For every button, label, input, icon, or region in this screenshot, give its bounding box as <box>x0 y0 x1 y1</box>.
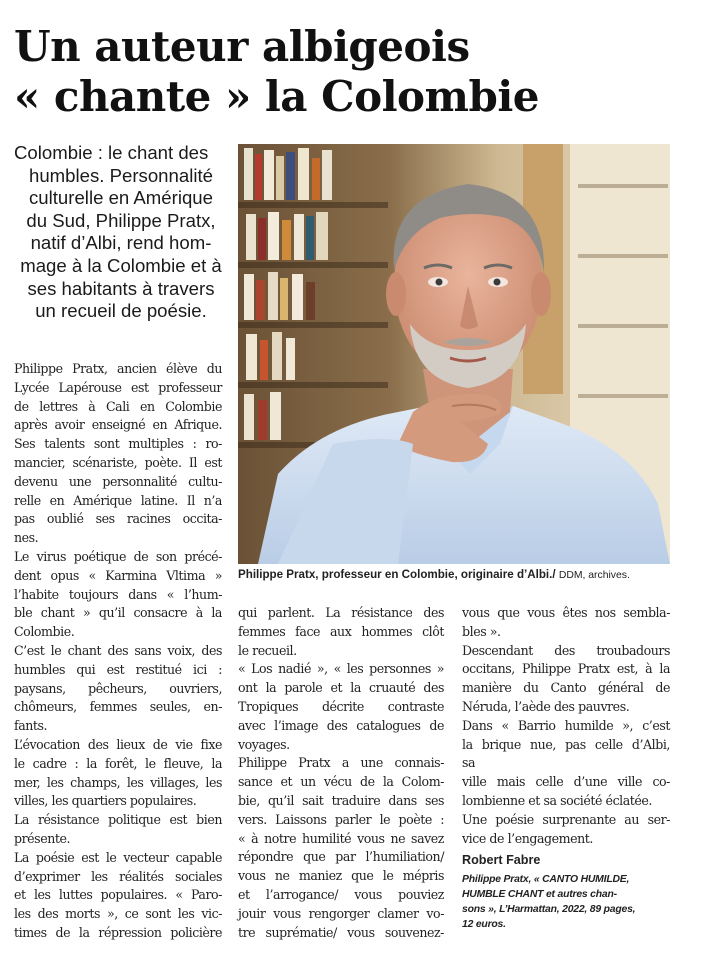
biblio-line <box>462 902 670 917</box>
paragraph <box>14 548 222 642</box>
text-line: relle en Amérique latine. Il n’a <box>14 492 222 508</box>
lede-line: Colombie : le chant des <box>14 142 209 163</box>
text-line: ville mais celle d’une ville co- <box>462 774 670 790</box>
lede-line: natif d’Albi, rend hom- <box>30 232 212 254</box>
text-line: Colombie. <box>14 624 75 640</box>
text-line: fants. <box>14 718 48 734</box>
text-line: d’exprimer les réalités sociales <box>14 868 222 884</box>
article-column-3 <box>462 604 670 932</box>
text-line: avec l’image des catalogues de <box>238 717 444 733</box>
text-line: paysans, pêcheurs, ouvriers, <box>14 680 222 696</box>
text-line: lombienne et sa société éclatée. <box>462 792 652 808</box>
text-line: Le virus poétique de son précé- <box>14 548 222 564</box>
biblio-line <box>462 887 670 902</box>
text-line: Ses talents sont multiples : ro- <box>14 436 222 452</box>
text-line: présente. <box>14 830 71 846</box>
paragraph <box>238 660 444 754</box>
text-line: et l’arrogance/ vous pouviez <box>238 886 444 902</box>
text-line: La résistance politique est bien <box>14 812 222 828</box>
text-line: Philippe Pratx, ancien élève du <box>14 361 222 376</box>
text-line: jouir vous rengorger clamer vo- <box>238 905 444 921</box>
biblio-line-1: Philippe Pratx, « CANTO HUMILDE, <box>462 874 630 886</box>
text-line: bles ». <box>462 623 501 639</box>
text-line: après avoir enseigné en Afrique. <box>14 417 222 433</box>
text-line: manière du Canto général de <box>462 680 670 696</box>
text-line: mer, les champs, les villages, les <box>14 774 222 790</box>
text-line: times de la répression policière <box>14 924 222 940</box>
article-column-2 <box>238 604 444 942</box>
text-line: Lycée Lapérouse est professeur <box>14 379 222 395</box>
paragraph <box>462 811 670 849</box>
text-line: occitans, Philippe Pratx est, à la <box>462 661 670 677</box>
paragraph <box>238 604 444 660</box>
text-line: bie, qu’il sait traduire dans ses <box>238 792 444 808</box>
lede-line: humbles. Personnalité <box>29 164 213 186</box>
text-line: L’évocation des lieux de vie fixe <box>14 736 222 752</box>
text-line: sa <box>462 755 476 771</box>
text-line: pas oublié ses racines occita- <box>14 511 222 527</box>
text-line: et les luttes populaires. « Paro- <box>14 887 222 903</box>
text-line: de lettres à Cali en Colombie <box>14 398 222 414</box>
text-line: Tropiques décrite contraste <box>238 698 444 714</box>
biblio-line-4: 12 euros. <box>462 919 506 931</box>
text-line: tre suprématie/ vous souvenez- <box>238 924 444 940</box>
book-reference <box>462 872 670 932</box>
text-line: nes. <box>14 530 39 546</box>
text-line: le cadre : la forêt, le fleuve, la <box>14 755 222 771</box>
biblio-line-2: HUMBLE CHANT et autres chan- <box>462 889 617 901</box>
text-line: humbles qui est restitué ici : <box>14 661 222 677</box>
text-line: « Los nadié », « les personnes » <box>238 661 444 677</box>
author-byline: Robert Fabre <box>462 853 541 868</box>
headline-line-1: Un auteur albigeois <box>14 22 470 71</box>
paragraph <box>462 604 670 642</box>
headline <box>14 22 704 122</box>
paragraph <box>14 736 222 811</box>
text-line: chômeurs, femmes seules, en- <box>14 699 222 715</box>
paragraph <box>14 811 222 849</box>
text-line: qui parlent. La résistance des <box>238 605 444 620</box>
text-line: ont la parole et la cruauté des <box>238 680 444 696</box>
photo-credit: DDM, archives. <box>558 570 630 581</box>
portrait-illustration <box>238 144 670 564</box>
text-line: la brique nue, pas celle d’Albi, <box>462 736 670 752</box>
text-line: villes, les quartiers populaires. <box>14 793 197 809</box>
portrait-photo <box>238 144 670 564</box>
text-line: mancier, scénariste, poète. Il est <box>14 454 222 470</box>
paragraph <box>462 717 670 773</box>
lede-line: mage à la Colombie et à <box>20 254 222 276</box>
text-line: Néruda, l’aède des pauvres. <box>462 698 630 714</box>
biblio-line <box>462 917 670 932</box>
caption-text: Philippe Pratx, professeur en Colombie, originaire d’Albi./ <box>238 568 556 581</box>
text-line: Philippe Pratx a une connais- <box>238 755 444 771</box>
text-line: voyages. <box>238 736 290 752</box>
lede-line: un recueil de poésie. <box>35 300 207 322</box>
text-line: les des morts », ce sont les vic- <box>14 906 222 922</box>
text-line: Une poésie surprenante au ser- <box>462 811 670 827</box>
paragraph <box>462 773 670 811</box>
text-line: vice de l’engagement. <box>462 830 593 846</box>
paragraph <box>238 754 444 942</box>
text-line: le recueil. <box>238 642 297 658</box>
text-line: répondre que par l’humiliation/ <box>238 849 444 865</box>
text-line: La poésie est le vecteur capable <box>14 849 222 865</box>
article-column-1 <box>14 360 222 943</box>
text-line: femmes face aux hommes clôt <box>238 623 444 639</box>
text-line: Dans « Barrio humilde », c’est <box>462 717 670 733</box>
biblio-line <box>462 872 670 887</box>
lede-line: culturelle en Amérique <box>29 187 213 209</box>
lede-line: du Sud, Philippe Pratx, <box>26 209 216 231</box>
text-line: « à notre humilité vous ne savez <box>238 830 444 846</box>
paragraph <box>462 642 670 717</box>
text-line: vous ne maniez que le mépris <box>238 868 444 884</box>
text-line: Descendant des troubadours <box>462 642 670 658</box>
biblio-line-3: sons », L’Harmattan, 2022, 89 pages, <box>462 904 636 916</box>
headline-line-2: « chante » la Colombie <box>14 72 540 121</box>
text-line: ble chant » qu’il consacre à la <box>14 605 222 621</box>
lede <box>14 142 228 323</box>
text-line: sance et un vécu de la Colom- <box>238 774 444 790</box>
text-line: l’habite toujours dans « l’hum- <box>14 586 222 602</box>
lede-line: ses habitants à travers <box>27 277 215 299</box>
paragraph <box>14 360 222 548</box>
text-line: vous que vous êtes nos sembla- <box>462 605 670 620</box>
text-line: dent opus « Karmina Vltima » <box>14 567 222 583</box>
photo-caption <box>238 567 678 584</box>
text-line: C’est le chant des sans voix, des <box>14 642 222 658</box>
text-line: vers. Laissons parler le poète : <box>238 811 444 827</box>
text-line: devenu une personnalité cultu- <box>14 473 222 489</box>
paragraph <box>14 642 222 736</box>
paragraph <box>14 849 222 943</box>
